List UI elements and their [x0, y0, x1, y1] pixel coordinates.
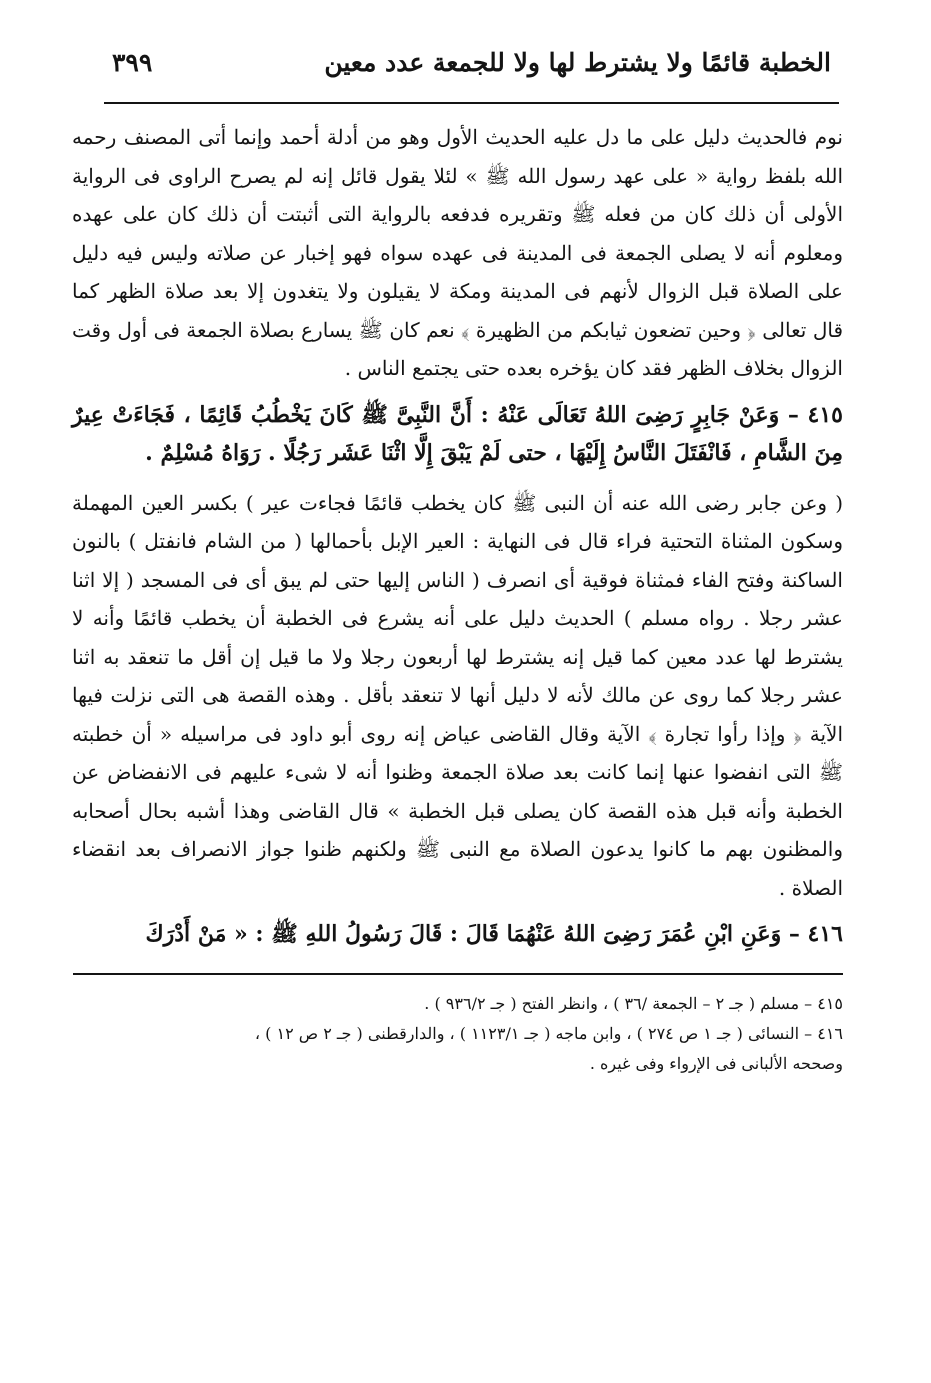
footnote-415: ٤١٥ – مسلم ( جـ ٢ – الجمعة /٣٦ ) ، وانظر الفتح ( جـ ٩٣٦/٢ ) . — [424, 994, 843, 1013]
hadith-416-text: وَعَنِ ابْنِ عُمَرَ رَضِىَ اللهُ عَنْهُمَا قَالَ : قَالَ رَسُولُ اللهِ ﷺ : « مَنْ أَدْرَكَ — [145, 921, 782, 947]
page-number: ٣٩٩ — [112, 48, 153, 77]
footnote-rule — [73, 973, 843, 975]
running-title: الخطبة قائمًا ولا يشترط لها ولا للجمعة عدد معين — [324, 48, 831, 77]
commentary-paragraph-2: ( وعن جابر رضى الله عنه أن النبى ﷺ كان يخطب قائمًا فجاءت عير ) بكسر العين المهملة وسكون المثناة التحتية فراء قال فى النهاية : العير الإبل بأحمالها ( من الشام فانفتل ) بالنون الساكنة وفتح الفاء فمثناة فوقية أى انصرف ( الناس إليها حتى لم يبق أى فى المسجد ( إلا اثنا عشر رجلا . رواه مسلم ) الحديث دليل على أنه يشرع فى الخطبة أن يخطب قائمًا وأنه لا يشترط لها عدد معين كما قيل إنه يشترط لها أربعون رجلا ولا ما قيل إن أقل ما تنعقد به اثنا عشر رجلا كما روى عن مالك لأنه لا دليل أنها لا تنعقد بأقل . وهذه القصة هى التى نزلت فيها الآية ﴿ وإذا رأوا تجارة ﴾ الآية وقال القاضى عياض إنه روى أبو داود فى مراسيله « أن خطبته ﷺ التى انفضوا عنها إنما كانت بعد صلاة الجمعة وظنوا أنه لا شىء عليهم فى الانفضاض عن الخطبة وأنه قبل هذه القصة كان يصلى قبل الخطبة » قال القاضى وهذا أشبه بحال أصحابه والمظنون بهم ما كانوا يدعون الصلاة مع النبى ﷺ ولكنهم ظنوا جواز الانصراف بعد انقضاء الصلاة . — [72, 490, 844, 900]
header-rule — [104, 102, 839, 104]
hadith-416-number: ٤١٦ – — [788, 921, 843, 947]
commentary-paragraph-1: نوم فالحديث دليل على ما دل عليه الحديث الأول وهو من أدلة أحمد وإنما أتى المصنف رحمه الله بلفظ رواية « على عهد رسول الله ﷺ » لئلا يقول قائل إنه لم يصرح الراوى فى الرواية الأولى أن ذلك كان من فعله ﷺ وتقريره فدفعه بالرواية التى أثبتت أن ذلك كان على عهده ومعلوم أنه لا يصلى الجمعة فى المدينة فى عهده سواه فهو إخبار عن صلاته وليس فيه دليل على الصلاة قبل الزوال لأنهم فى المدينة ومكة لا يقيلون ولا يتغدون إلا بعد صلاة الظهر كما قال تعالى ﴿ وحين تضعون ثيابكم من الظهيرة ﴾ نعم كان ﷺ يسارع بصلاة الجمعة فى أول وقت الزوال بخلاف الظهر فقد كان يؤخره بعده حتى يجتمع الناس . — [72, 125, 843, 380]
hadith-416 — [72, 915, 843, 953]
footnotes — [72, 989, 843, 1079]
hadith-415-text: وَعَنْ جَابِرٍ رَضِىَ اللهُ تَعَالَى عَنْهُ : أَنَّ النَّبِىَّ ﷺ كَانَ يَخْطُبُ قَائِمًا ، فَجَاءَتْ عِيرٌ مِنَ الشَّامِ ، فَانْفَتَلَ النَّاسُ إِلَيْهَا ، حتى لَمْ يَبْقَ إِلَّا اثْنَا عَشَر رَجُلًا . رَوَاهُ مُسْلِمٌ . — [72, 401, 843, 466]
footnote-416-line-2: وصححه الألبانى فى الإرواء وفى غيره . — [589, 1054, 843, 1073]
page-header — [72, 48, 843, 94]
hadith-415 — [72, 396, 843, 472]
footnote-416-line-1: ٤١٦ – النسائى ( جـ ١ ص ٢٧٤ ) ، وابن ماجه ( جـ ١١٢٣/١ ) ، والدارقطنى ( جـ ٢ ص ١٢ ) ، — [254, 1024, 843, 1043]
hadith-415-number: ٤١٥ – — [787, 401, 843, 428]
